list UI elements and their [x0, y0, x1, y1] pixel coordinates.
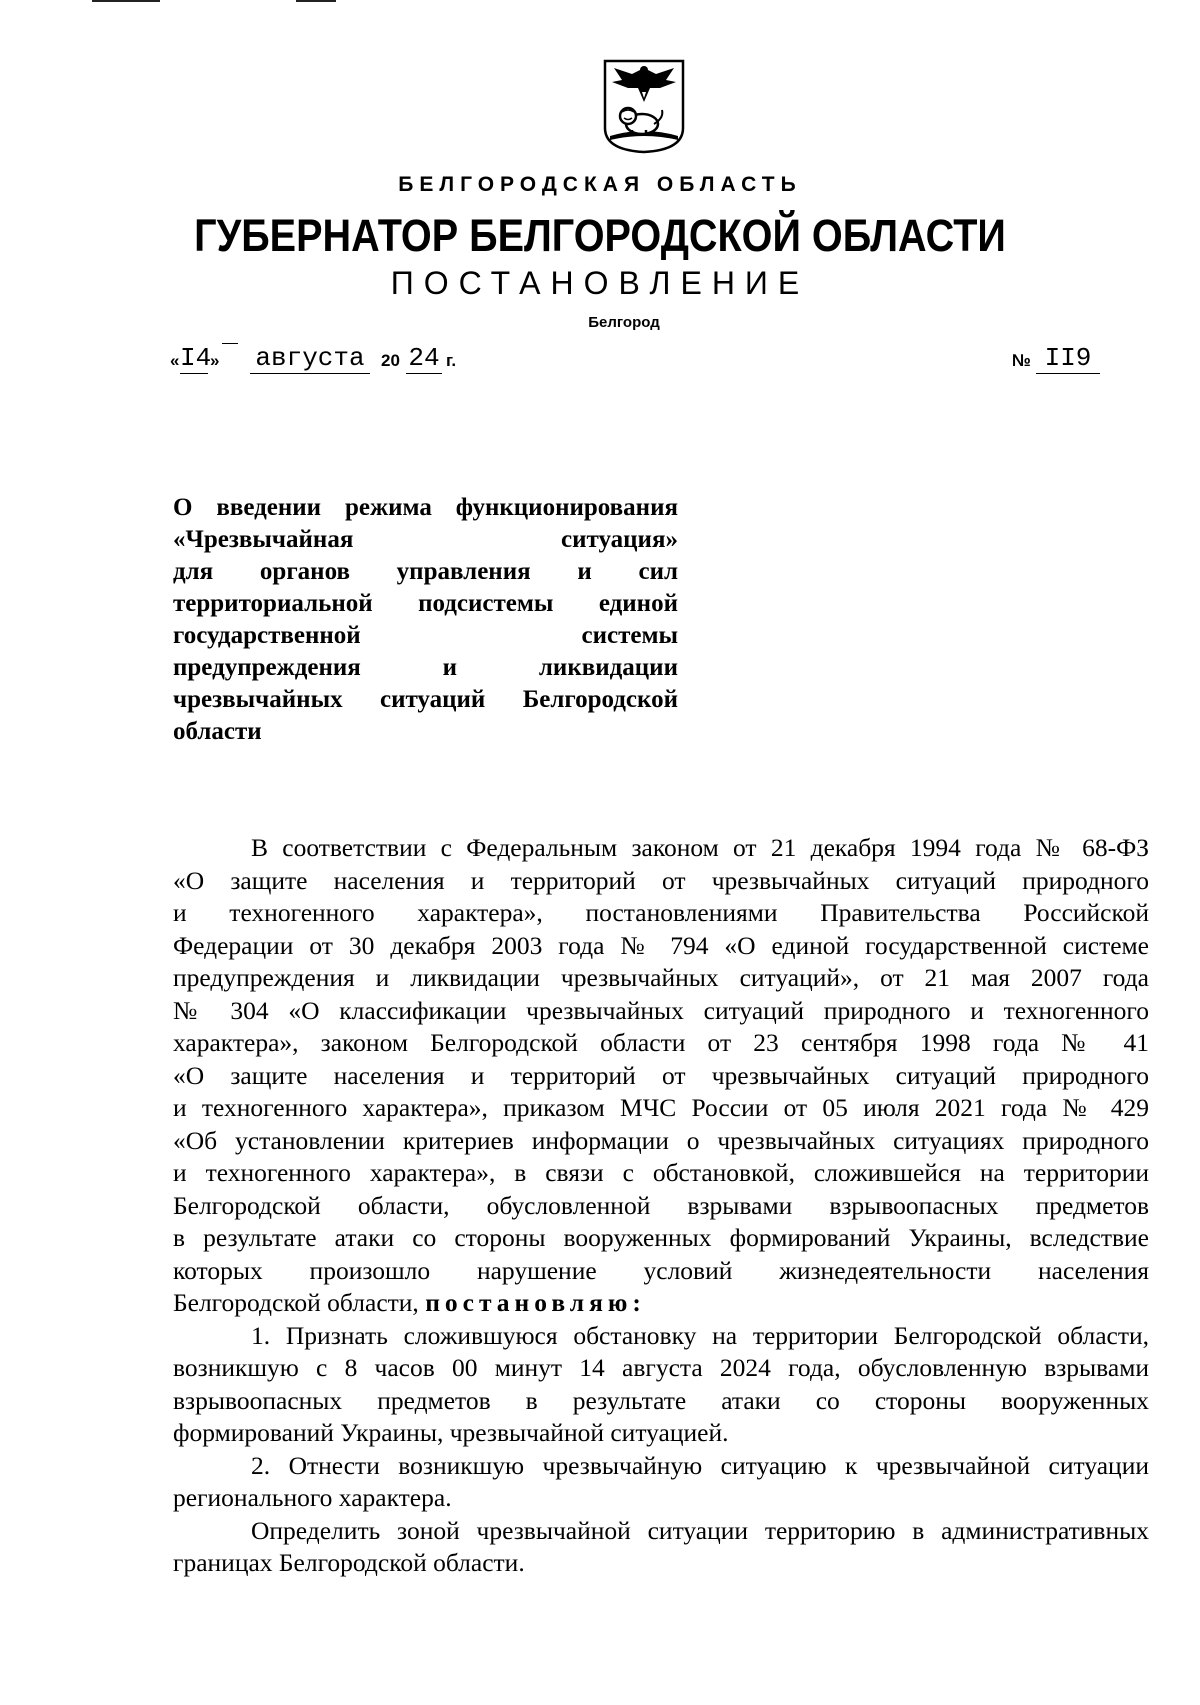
preamble-line: «Об установлении критериев информации о чрезвычайных ситуациях природного — [173, 1125, 1149, 1155]
preamble-line: № 304 «О классификации чрезвычайных ситуаций природного и техногенного — [173, 995, 1149, 1025]
preamble-line: и техногенного характера», постановлениями Правительства Российской — [173, 898, 1149, 927]
title-line: государственной системы — [173, 622, 678, 649]
open-quote: « — [170, 351, 180, 370]
preamble-line: которых произошло нарушение условий жизнедеятельности населения — [173, 1255, 1149, 1285]
item-1-line: формирований Украины, чрезвычайной ситуацией. — [173, 1418, 729, 1447]
preamble-line-end: Белгородской области, — [173, 1288, 419, 1317]
document-type: ПОСТАНОВЛЕНИЕ — [390, 265, 810, 301]
preamble-line: Федерации от 30 декабря 2003 года № 794 «О единой государственной системе — [173, 930, 1149, 960]
preamble-line: характера», законом Белгородской области от 23 сентября 1998 года № 41 — [173, 1028, 1149, 1057]
preamble-line: «О защите населения и территорий от чрезвычайных ситуаций природного — [173, 865, 1149, 895]
authority-title: ГУБЕРНАТОР БЕЛГОРОДСКОЙ ОБЛАСТИ — [194, 210, 1006, 261]
item-1-line: возникшую с 8 часов 00 минут 14 августа 2024 года, обусловленную взрывами — [173, 1353, 1149, 1382]
month-field: августа — [250, 343, 370, 374]
preamble-line: и техногенного характера», в связи с обстановкой, сложившейся на территории — [173, 1158, 1149, 1187]
item-1-line: взрывоопасных предметов в результате атаки со стороны вооруженных — [173, 1385, 1149, 1415]
title-line: чрезвычайных ситуаций Белгородской — [173, 686, 678, 713]
scan-edge-mark — [296, 0, 336, 2]
preamble-line: предупреждения и ликвидации чрезвычайных ситуаций», от 21 мая 2007 года — [173, 963, 1149, 992]
title-line: предупреждения и ликвидации — [173, 654, 678, 681]
preamble-line: «О защите населения и территорий от чрезвычайных ситуаций природного — [173, 1060, 1149, 1090]
title-line: О введении режима функционирования — [173, 494, 678, 521]
preamble-line: В соответствии с Федеральным законом от 21 декабря 1994 года № 68-ФЗ — [251, 833, 1149, 862]
close-quote: » — [210, 351, 220, 370]
title-line: территориальной подсистемы единой — [173, 590, 678, 617]
decree-word: постановляю: — [425, 1288, 646, 1317]
document-number: II9 — [1036, 343, 1100, 374]
region-name: БЕЛГОРОДСКАЯ ОБЛАСТЬ — [398, 173, 802, 196]
preamble-line: в результате атаки со стороны вооруженных формирований Украины, вследствие — [173, 1223, 1149, 1252]
item-1-line: 1. Признать сложившуюся обстановку на территории Белгородской области, — [251, 1320, 1149, 1350]
coat-of-arms-emblem — [602, 58, 686, 154]
item-2-line: 2. Отнести возникшую чрезвычайную ситуацию к чрезвычайной ситуации — [251, 1450, 1149, 1480]
year-prefix: 20 — [381, 351, 400, 370]
day-field: I4 — [180, 343, 212, 373]
day-underline — [222, 343, 238, 344]
document-body — [173, 832, 1149, 1580]
item-2-line: регионального характера. — [173, 1483, 452, 1512]
number-label: № — [1012, 351, 1031, 370]
title-line: области — [173, 718, 262, 745]
title-line: «Чрезвычайная ситуация» — [173, 526, 678, 553]
year-field: 24 — [406, 343, 442, 374]
document-title — [173, 492, 678, 748]
preamble-line: и техногенного характера», приказом МЧС России от 05 июля 2021 года № 429 — [173, 1093, 1149, 1122]
scan-edge-mark — [92, 0, 160, 2]
preamble-last-line — [173, 1287, 1149, 1320]
city-name: Белгород — [588, 314, 660, 331]
item-3-line: границах Белгородской области. — [173, 1548, 525, 1577]
preamble-line: Белгородской области, обусловленной взрывами взрывоопасных предметов — [173, 1190, 1149, 1220]
date-number-line — [170, 343, 1120, 377]
title-line: для органов управления и сил — [173, 558, 678, 585]
year-mark: г. — [446, 351, 457, 370]
item-3-line: Определить зоной чрезвычайной ситуации территорию в административных — [251, 1515, 1149, 1545]
